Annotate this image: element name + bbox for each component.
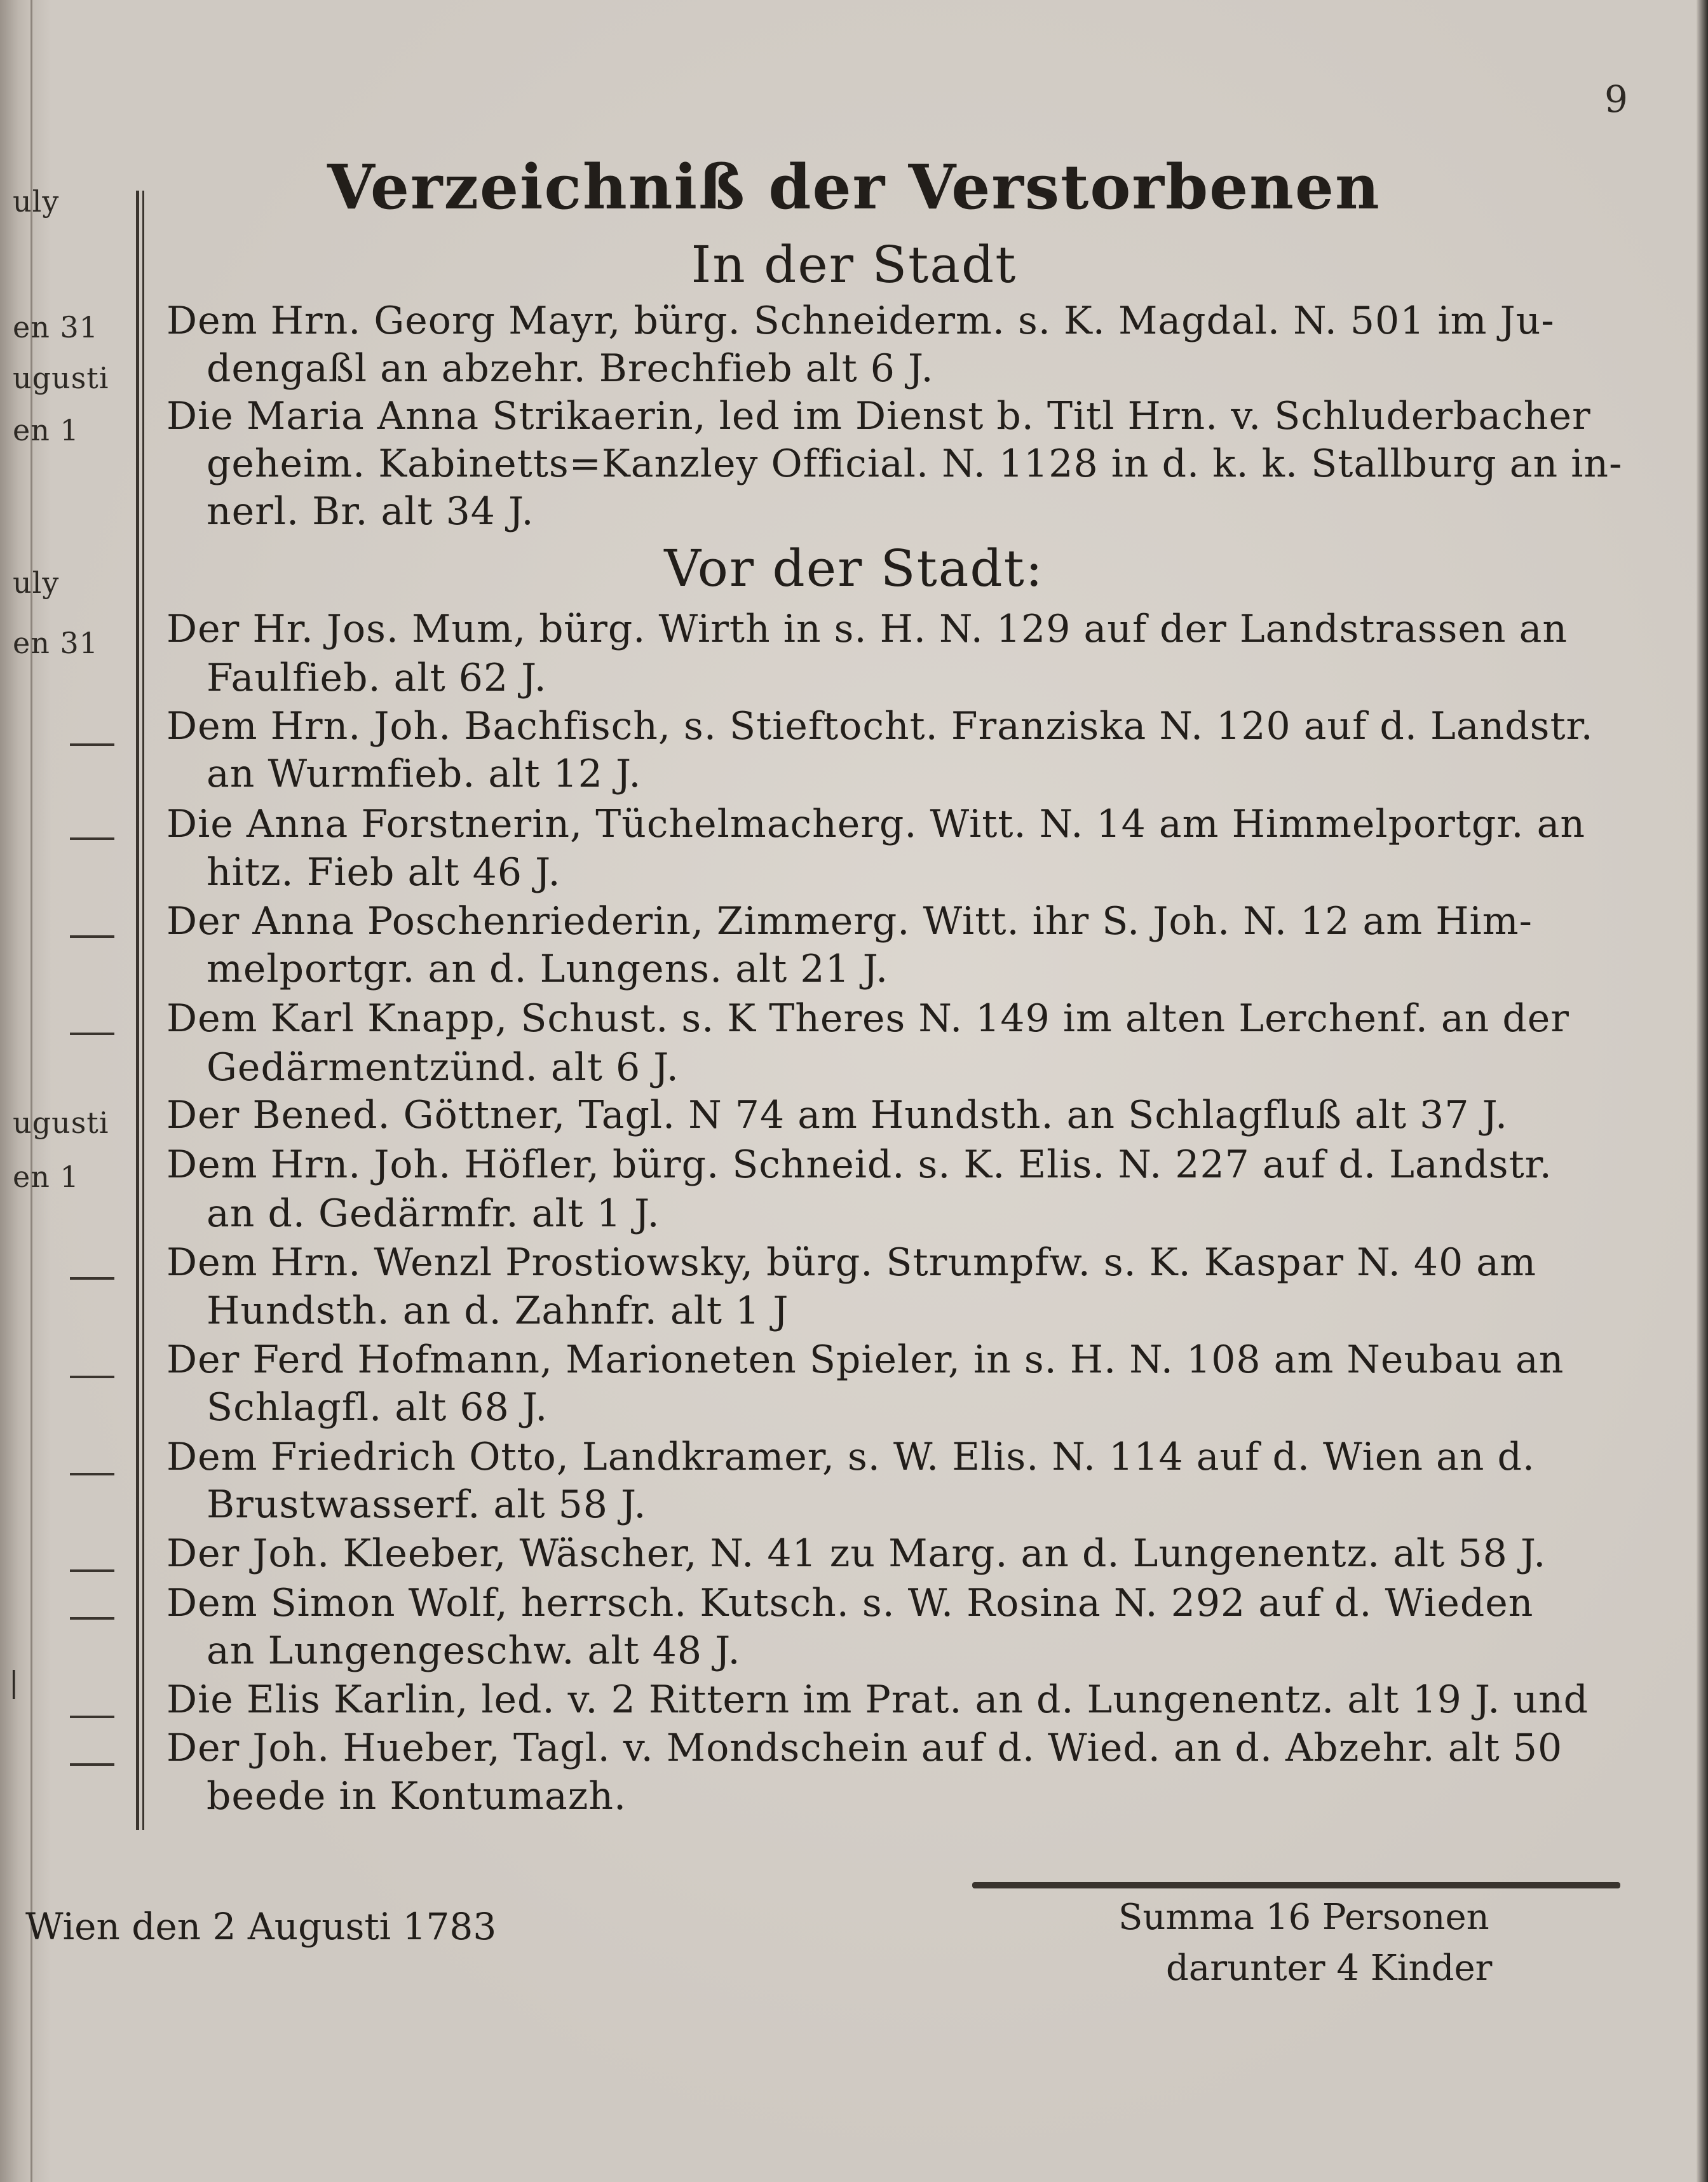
entry-line: Faulfieb. alt 62 J. [207, 656, 547, 700]
page-mark: 9 [1604, 78, 1628, 121]
margin-note: uly [13, 184, 60, 219]
margin-dash [70, 743, 114, 746]
entry-line: beede in Kontumazh. [207, 1774, 627, 1819]
entry-line: Brustwasserf. alt 58 J. [207, 1482, 647, 1527]
page-title: Verzeichniß der Verstorbenen [327, 151, 1381, 223]
entry-line: Der Bened. Göttner, Tagl. N 74 am Hundsth. an Schlagfluß alt 37 J. [166, 1093, 1508, 1137]
entry-line: Gedärmentzünd. alt 6 J. [207, 1045, 679, 1090]
margin-dash [70, 1716, 114, 1718]
margin-dash [70, 1376, 114, 1378]
entry-line: Dem Friedrich Otto, Landkramer, s. W. Elis. N. 114 auf d. Wien an d. [166, 1435, 1535, 1479]
margin-dash [70, 837, 114, 840]
entry-line: Dem Karl Knapp, Schust. s. K Theres N. 149 im alten Lerchenf. an der [166, 996, 1569, 1041]
section-heading-city: In der Stadt [691, 235, 1017, 294]
entry-line: Die Anna Forstnerin, Tüchelmacherg. Witt. N. 14 am Himmelportgr. an [166, 802, 1585, 846]
entry-line: hitz. Fieb alt 46 J. [207, 850, 561, 895]
margin-dash [70, 935, 114, 938]
entry-line: Der Joh. Hueber, Tagl. v. Mondschein auf d. Wied. an d. Abzehr. alt 50 [166, 1726, 1563, 1770]
entry-line: nerl. Br. alt 34 J. [207, 489, 534, 534]
margin-note: ugusti [13, 1106, 109, 1140]
entry-line: an Wurmfieb. alt 12 J. [207, 752, 642, 796]
margin-column [9, 0, 127, 2182]
margin-note: en 31 [13, 310, 99, 344]
margin-note: uly [13, 566, 60, 600]
entry-line: Dem Simon Wolf, herrsch. Kutsch. s. W. Rosina N. 292 auf d. Wieden [166, 1581, 1534, 1625]
margin-rule [136, 191, 139, 1830]
entry-line: an d. Gedärmfr. alt 1 J. [207, 1191, 660, 1236]
entry-line: an Lungengeschw. alt 48 J. [207, 1629, 741, 1673]
section-heading-outside: Vor der Stadt: [664, 539, 1044, 598]
entry-line: Die Elis Karlin, led. v. 2 Rittern im Prat. an d. Lungenentz. alt 19 J. und [166, 1677, 1589, 1722]
page-edge-shadow [1697, 0, 1708, 2182]
margin-note: en 1 [13, 413, 79, 447]
entry-line: melportgr. an d. Lungens. alt 21 J. [207, 947, 889, 991]
margin-dash [70, 1473, 114, 1475]
entry-line: Dem Hrn. Wenzl Prostiowsky, bürg. Strumpfw. s. K. Kaspar N. 40 am [166, 1240, 1536, 1285]
margin-dash [70, 1277, 114, 1280]
entry-line: Hundsth. an d. Zahnfr. alt 1 J [207, 1289, 789, 1333]
summary-children: darunter 4 Kinder [1166, 1948, 1493, 1989]
document-date: Wien den 2 Augusti 1783 [25, 1905, 497, 1948]
margin-rule-inner [142, 191, 144, 1830]
entry-line: Dem Hrn. Joh. Bachfisch, s. Stieftocht. Franziska N. 120 auf d. Landstr. [166, 704, 1594, 749]
entry-line: Der Ferd Hofmann, Marioneten Spieler, in s. H. N. 108 am Neubau an [166, 1338, 1564, 1382]
summary-rule [972, 1882, 1620, 1888]
entry-line: Der Hr. Jos. Mum, bürg. Wirth in s. H. N. 129 auf der Landstrassen an [166, 607, 1568, 651]
margin-note: en 31 [13, 626, 99, 660]
margin-note: en 1 [13, 1160, 79, 1194]
margin-dash [70, 1617, 114, 1620]
margin-dash [70, 1569, 114, 1572]
margin-note: ugusti [13, 361, 109, 395]
margin-dash [70, 1763, 114, 1766]
entry-line: Schlagfl. alt 68 J. [207, 1385, 548, 1430]
margin-note: | [9, 1665, 20, 1699]
entry-line: Dem Hrn. Georg Mayr, bürg. Schneiderm. s. K. Magdal. N. 501 im Ju- [166, 299, 1555, 343]
entry-line: Der Joh. Kleeber, Wäscher, N. 41 zu Marg. an d. Lungenentz. alt 58 J. [166, 1531, 1547, 1576]
margin-dash [70, 1033, 114, 1035]
summary-total: Summa 16 Personen [1118, 1897, 1489, 1938]
entry-line: geheim. Kabinetts=Kanzley Official. N. 1128 in d. k. k. Stallburg an in- [207, 442, 1623, 486]
entry-line: Dem Hrn. Joh. Höfler, bürg. Schneid. s. K. Elis. N. 227 auf d. Landstr. [166, 1142, 1552, 1187]
entry-line: Die Maria Anna Strikaerin, led im Dienst b. Titl Hrn. v. Schluderbacher [166, 394, 1591, 438]
entry-line: Der Anna Poschenriederin, Zimmerg. Witt. ihr S. Joh. N. 12 am Him- [166, 899, 1533, 944]
entry-line: dengaßl an abzehr. Brechfieb alt 6 J. [207, 346, 934, 391]
